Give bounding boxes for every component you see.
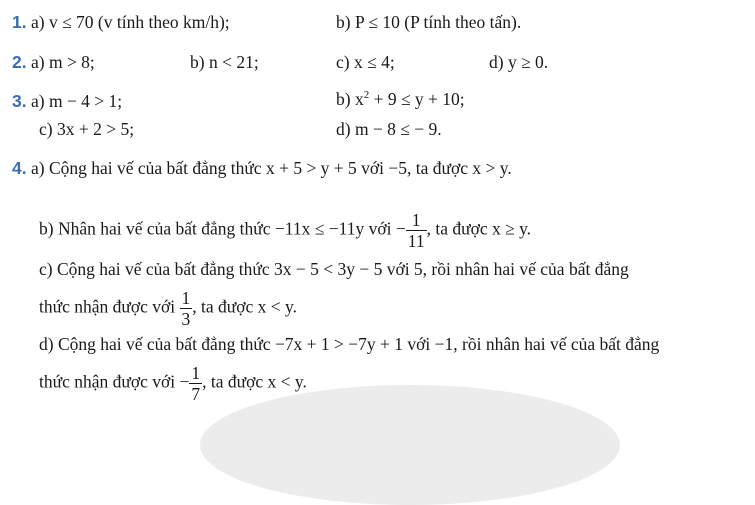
answer-4d-text: thức nhận được với − xyxy=(39,371,190,392)
fraction-1-11 xyxy=(406,210,427,251)
fraction-denominator: 3 xyxy=(181,309,191,329)
answer-1a: a) v ≤ 70 (v tính theo km/h); xyxy=(30,12,230,32)
answer-2a: a) m > 8; xyxy=(30,52,95,72)
answer-3b-exponent: 2 xyxy=(363,89,370,101)
answer-3b xyxy=(336,91,465,109)
answer-number: 3. xyxy=(12,91,27,111)
answer-3c: c) 3x + 2 > 5; xyxy=(39,119,135,139)
answer-1b: b) P ≤ 10 (P tính theo tấn). xyxy=(336,12,522,32)
answer-4b xyxy=(39,210,531,251)
answer-4a: a) Cộng hai vế của bất đẳng thức x + 5 > y + 5 với −5, ta được x > y. xyxy=(30,158,512,178)
fraction-numerator: 1 xyxy=(406,210,427,231)
fraction-1-7 xyxy=(189,363,202,404)
answer-4b-text: b) Nhân hai vế của bất đẳng thức −11x ≤ −11y với − xyxy=(39,218,406,239)
answer-2b: b) n < 21; xyxy=(190,52,259,72)
answer-4d-line2 xyxy=(39,363,307,404)
fraction-numerator: 1 xyxy=(191,363,201,383)
answer-3b-base: b) x xyxy=(336,89,364,109)
answer-3a: a) m − 4 > 1; xyxy=(30,91,123,111)
answer-1 xyxy=(12,14,230,32)
answer-4b-result: , ta được x ≥ y. xyxy=(426,218,532,239)
answer-4c-line1: c) Cộng hai vế của bất đẳng thức 3x − 5 < 3y − 5 với 5, rồi nhân hai vế của bất đẳng xyxy=(39,259,629,279)
answer-4 xyxy=(12,160,512,178)
answer-4c-result: , ta được x < y. xyxy=(192,296,298,317)
answer-3 xyxy=(12,93,122,111)
answer-4c-text: thức nhận được với xyxy=(39,296,180,317)
answer-4c-line2 xyxy=(39,288,297,329)
answer-number: 1. xyxy=(12,12,27,32)
fraction-denominator: 7 xyxy=(191,384,201,404)
fraction-1-3 xyxy=(180,288,193,329)
fraction-numerator: 1 xyxy=(181,288,191,308)
fraction-denominator: 11 xyxy=(407,231,425,251)
answer-4d-line1: d) Cộng hai vế của bất đẳng thức −7x + 1 > −7y + 1 với −1, rồi nhân hai vế của bất đẳng xyxy=(39,334,660,354)
answer-3d: d) m − 8 ≤ − 9. xyxy=(336,119,442,139)
answer-2d: d) y ≥ 0. xyxy=(489,52,549,72)
answer-2c: c) x ≤ 4; xyxy=(336,52,395,72)
answer-2 xyxy=(12,54,95,72)
answer-number: 4. xyxy=(12,158,27,178)
answer-number: 2. xyxy=(12,52,27,72)
answer-4d-result: , ta được x < y. xyxy=(202,371,307,392)
answer-3b-rest: + 9 ≤ y + 10; xyxy=(369,89,465,109)
